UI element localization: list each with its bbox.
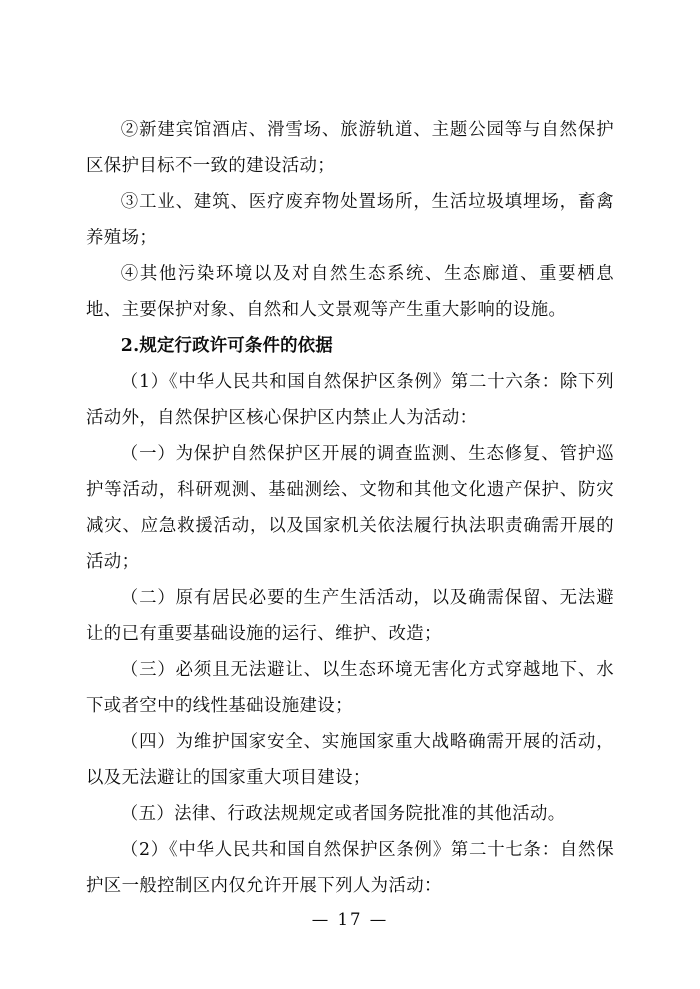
paragraph-item-4: ④其他污染环境以及对自然生态系统、生态廊道、重要栖息地、主要保护对象、自然和人文景观等产生重大影响的设施。 — [86, 264, 614, 320]
paragraph-basis-2: （2）《中华人民共和国自然保护区条例》第二十七条：自然保护区一般控制区内仅允许开展下列人为活动： — [86, 840, 614, 896]
paragraph-basis-1-item-2: （二）原有居民必要的生产生活活动，以及确需保留、无法避让的已有重要基础设施的运行、维护、改造； — [86, 588, 614, 644]
section-heading-2: 2.规定行政许可条件的依据 — [120, 336, 333, 356]
document-body — [86, 112, 614, 904]
paragraph-basis-1-item-3: （三）必须且无法避让、以生态环境无害化方式穿越地下、水下或者空中的线性基础设施建设； — [86, 660, 614, 716]
paragraph-basis-1-item-1: （一）为保护自然保护区开展的调查监测、生态修复、管护巡护等活动，科研观测、基础测绘、文物和其他文化遗产保护、防灾减灾、应急救援活动，以及国家机关依法履行执法职责确需开展的活动； — [86, 444, 614, 572]
page-number: — 17 — — [311, 910, 389, 929]
paragraph-basis-1-item-4: （四）为维护国家安全、实施国家重大战略确需开展的活动，以及无法避让的国家重大项目建设； — [86, 732, 614, 788]
paragraph-item-2: ②新建宾馆酒店、滑雪场、旅游轨道、主题公园等与自然保护区保护目标不一致的建设活动； — [86, 120, 614, 176]
paragraph-basis-1: （1）《中华人民共和国自然保护区条例》第二十六条：除下列活动外，自然保护区核心保护区内禁止人为活动： — [86, 372, 614, 428]
paragraph-basis-1-item-5: （五）法律、行政法规规定或者国务院批准的其他活动。 — [120, 804, 566, 824]
paragraph-item-3: ③工业、建筑、医疗废弃物处置场所，生活垃圾填埋场，畜禽养殖场； — [86, 192, 614, 248]
